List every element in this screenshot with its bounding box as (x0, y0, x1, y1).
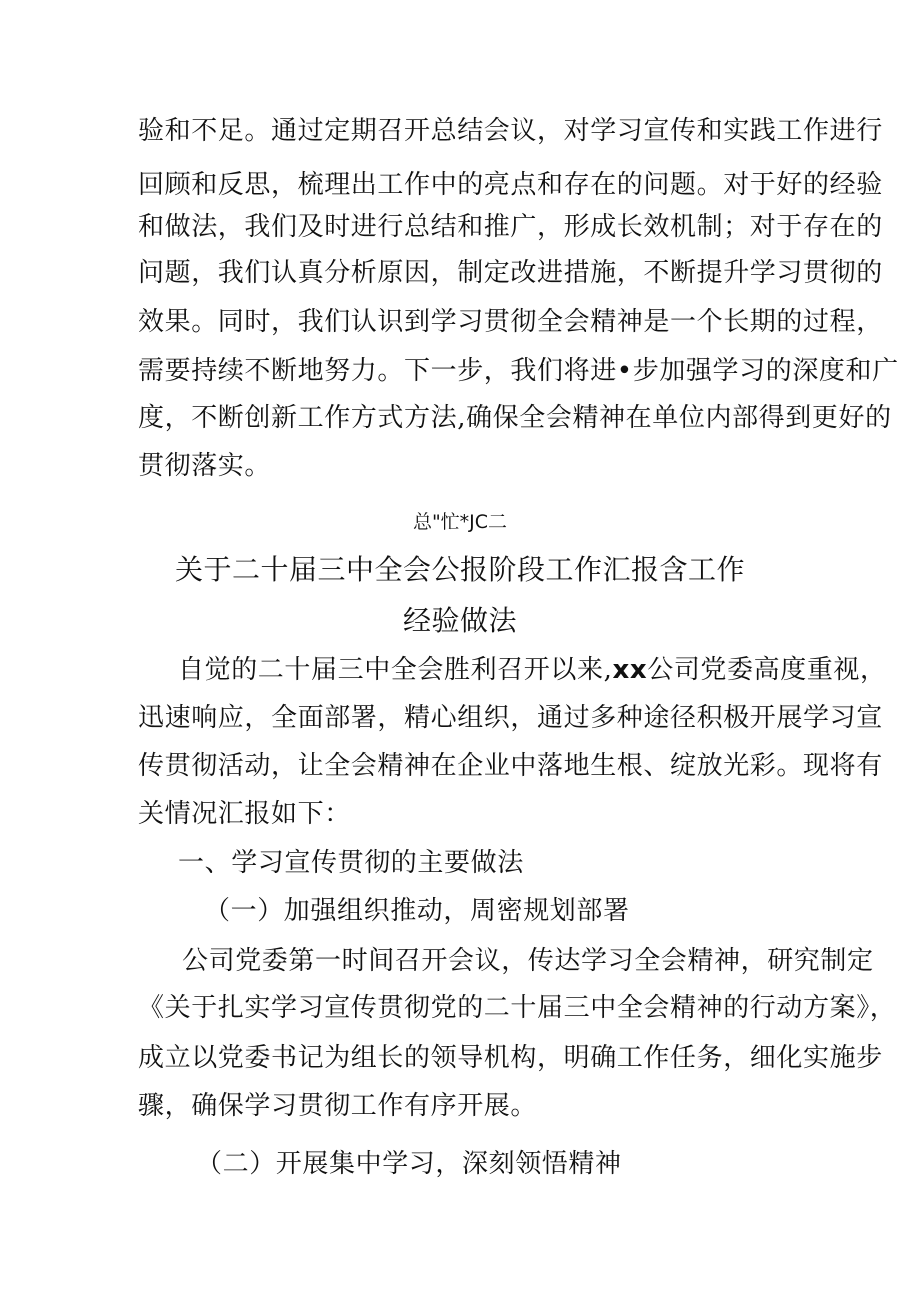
paragraph-line: 公司党委第一时间召开会议，传达学习全会精神，研究制定 (182, 946, 874, 976)
paragraph-line: 贯彻落实。 (138, 451, 272, 481)
intro-first-line (178, 652, 887, 688)
intro-prefix: 自觉的二十届三中全会胜利召开以来, (178, 655, 613, 685)
paragraph-line: 《关于扎实学习宣传贯彻党的二十届三中全会精神的行动方案》， (138, 993, 897, 1023)
document-title-continued: 经验做法 (402, 604, 517, 637)
paragraph-line: 传贯彻活动，让全会精神在企业中落地生根、绽放光彩。现将有 (138, 751, 883, 781)
paragraph-line: 成立以党委书记为组长的领导机构，明确工作任务，细化实施步 (138, 1043, 883, 1073)
subsection-heading: （一）加强组织推动，周密规划部署 (204, 896, 630, 926)
document-title: 关于二十届三中全会公报阶段工作汇报含工作 (174, 553, 745, 586)
paragraph-line: 关情况汇报如下： (138, 799, 351, 829)
paragraph-line: 需要持续不断地努力。下一步，我们将进•步加强学习的深度和广 (138, 356, 899, 386)
company-placeholder: xx (612, 655, 648, 685)
paragraph-line: 效果。同时，我们认识到学习贯彻全会精神是一个长期的过程， (138, 307, 883, 337)
paragraph-line: 度，不断创新工作方式方法,确保全会精神在单位内部得到更好的 (138, 403, 892, 433)
paragraph-line: 骤，确保学习贯彻工作有序开展。 (138, 1091, 538, 1121)
paragraph-line: 验和不足。通过定期召开总结会议，对学习宣传和实践工作进行 (138, 116, 883, 146)
section-label: 总"忙*JC二 (412, 511, 508, 533)
subsection-heading: （二）开展集中学习，深刻领悟精神 (196, 1149, 622, 1179)
paragraph-line: 迅速响应，全面部署，精心组织，通过多种途径积极开展学习宣 (138, 703, 883, 733)
paragraph-line: 回顾和反思，梳理出工作中的亮点和存在的问题。对于好的经验 (138, 170, 883, 200)
paragraph-line: 和做法，我们及时进行总结和推广，形成长效机制；对于存在的 (138, 212, 883, 242)
section-heading: 一、学习宣传贯彻的主要做法 (178, 848, 524, 878)
intro-suffix: 公司党委高度重视， (647, 655, 887, 685)
paragraph-line: 问题，我们认真分析原因，制定改进措施，不断提升学习贯彻的 (138, 258, 883, 288)
